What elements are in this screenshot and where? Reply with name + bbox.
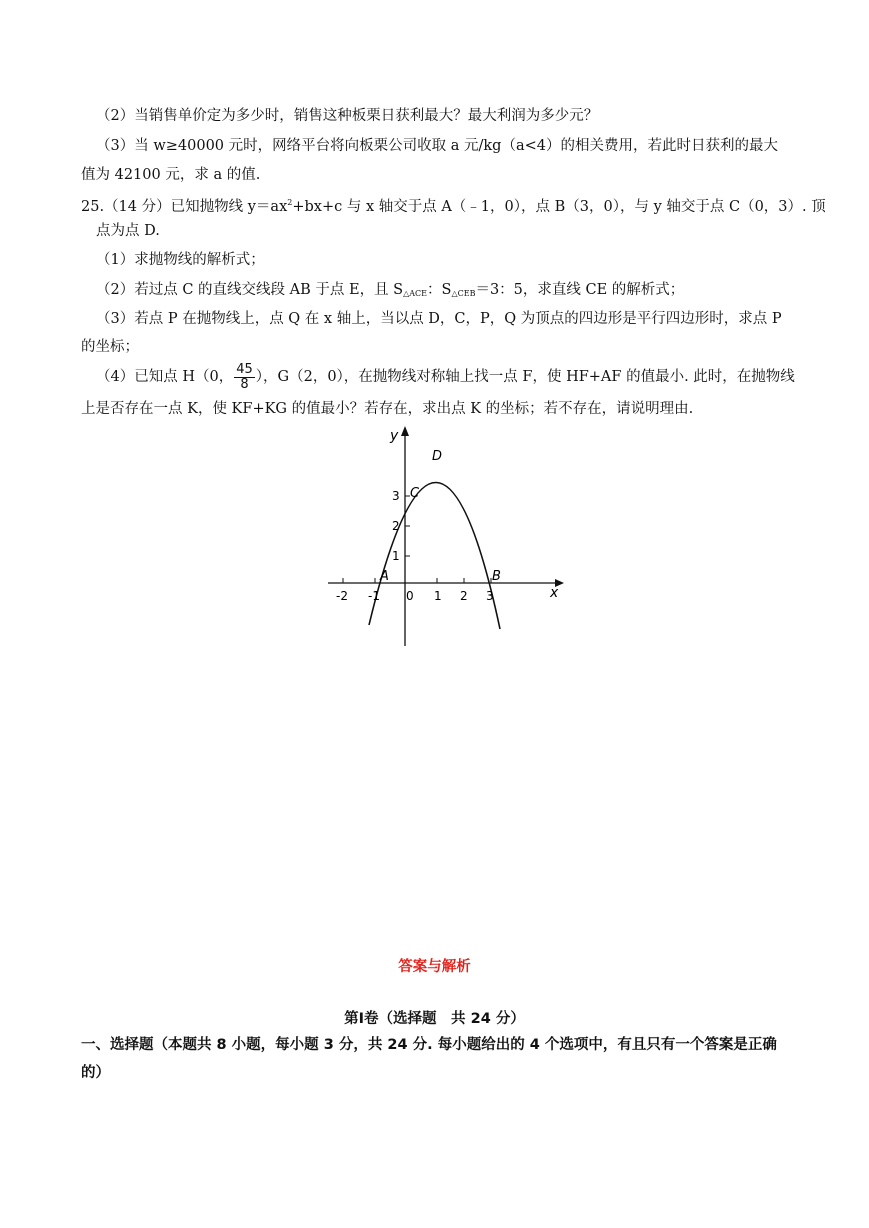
x-tick-label: -2 [336, 589, 348, 603]
x-tick-label: -1 [368, 589, 380, 603]
q25-part2: （2）若过点 C 的直线交线段 AB 于点 E，且 $S_{\triangle ACE}$：$S_{\triangle CEB}=3$：5，求直线 CE 的解析式； [96, 282, 685, 298]
q25-intro-line2: 点为点 D. [96, 223, 160, 239]
x-tick-label: 3 [486, 589, 494, 603]
q25-part3-line1: （3）若点 P 在抛物线上，点 Q 在 x 轴上，当以点 D，C，P，Q 为顶点的四边形是平行四边形时，求点 P [96, 311, 782, 327]
answers-title: 答案与解析 [398, 959, 471, 975]
q25-part3-line2: 的坐标； [81, 339, 139, 355]
parabola-curve [369, 482, 500, 629]
q25-part1: （1）求抛物线的解析式； [96, 252, 265, 268]
point-label-d: D [432, 449, 443, 464]
section-title: 第Ⅰ卷（选择题 共 24 分） [344, 1011, 525, 1027]
x-tick-label: 0 [406, 589, 414, 603]
q24-part3-line2: 值为 42100 元，求 a 的值. [81, 167, 261, 183]
y-tick-label: 1 [392, 549, 400, 563]
y-axis-label: y [390, 428, 399, 444]
parabola-figure [320, 422, 570, 647]
y-tick-label: 2 [392, 519, 400, 533]
part1-instruction-line2: 的） [81, 1065, 110, 1081]
x-axis-label: x [550, 585, 559, 601]
point-label-a: A [380, 569, 389, 584]
point-label-c: C [410, 486, 420, 501]
q25-intro-line1: 25.（14 分）已知抛物线 $y=ax^2+bx+c$ 与 x 轴交于点 A（﹣1，0），点 B（3，0），与 y 轴交于点 C（0，3）. 顶 [81, 198, 826, 215]
x-tick-label: 2 [460, 589, 468, 603]
q25-part4-line1: （4）已知点 H（0， $\frac{45}{8}$ ），G（2，0），在抛物线对称轴上找一点 F，使 HF+AF 的值最小. 此时，在抛物线 [96, 361, 795, 392]
y-tick-label: 3 [392, 489, 400, 503]
q25-part4-line2: 上是否存在一点 K，使 KF+KG 的值最小？若存在，求出点 K 的坐标；若不存在，请说明理由. [81, 401, 694, 417]
q24-part3-line1: （3）当 w≥40000 元时，网络平台将向板栗公司收取 a 元/kg（a<4）的相关费用，若此时日获利的最大 [96, 138, 778, 154]
x-tick-label: 1 [434, 589, 442, 603]
fraction-45-8: $\frac{45}{8}$ [236, 361, 253, 392]
y-axis-arrow [401, 426, 409, 436]
part1-instruction-line1: 一、选择题（本题共 8 小题，每小题 3 分，共 24 分. 每小题给出的 4 个选项中，有且只有一个答案是正确 [81, 1037, 777, 1053]
point-label-b: B [492, 569, 501, 584]
q24-part2: （2）当销售单价定为多少时，销售这种板栗日获利最大？最大利润为多少元？ [96, 108, 599, 124]
